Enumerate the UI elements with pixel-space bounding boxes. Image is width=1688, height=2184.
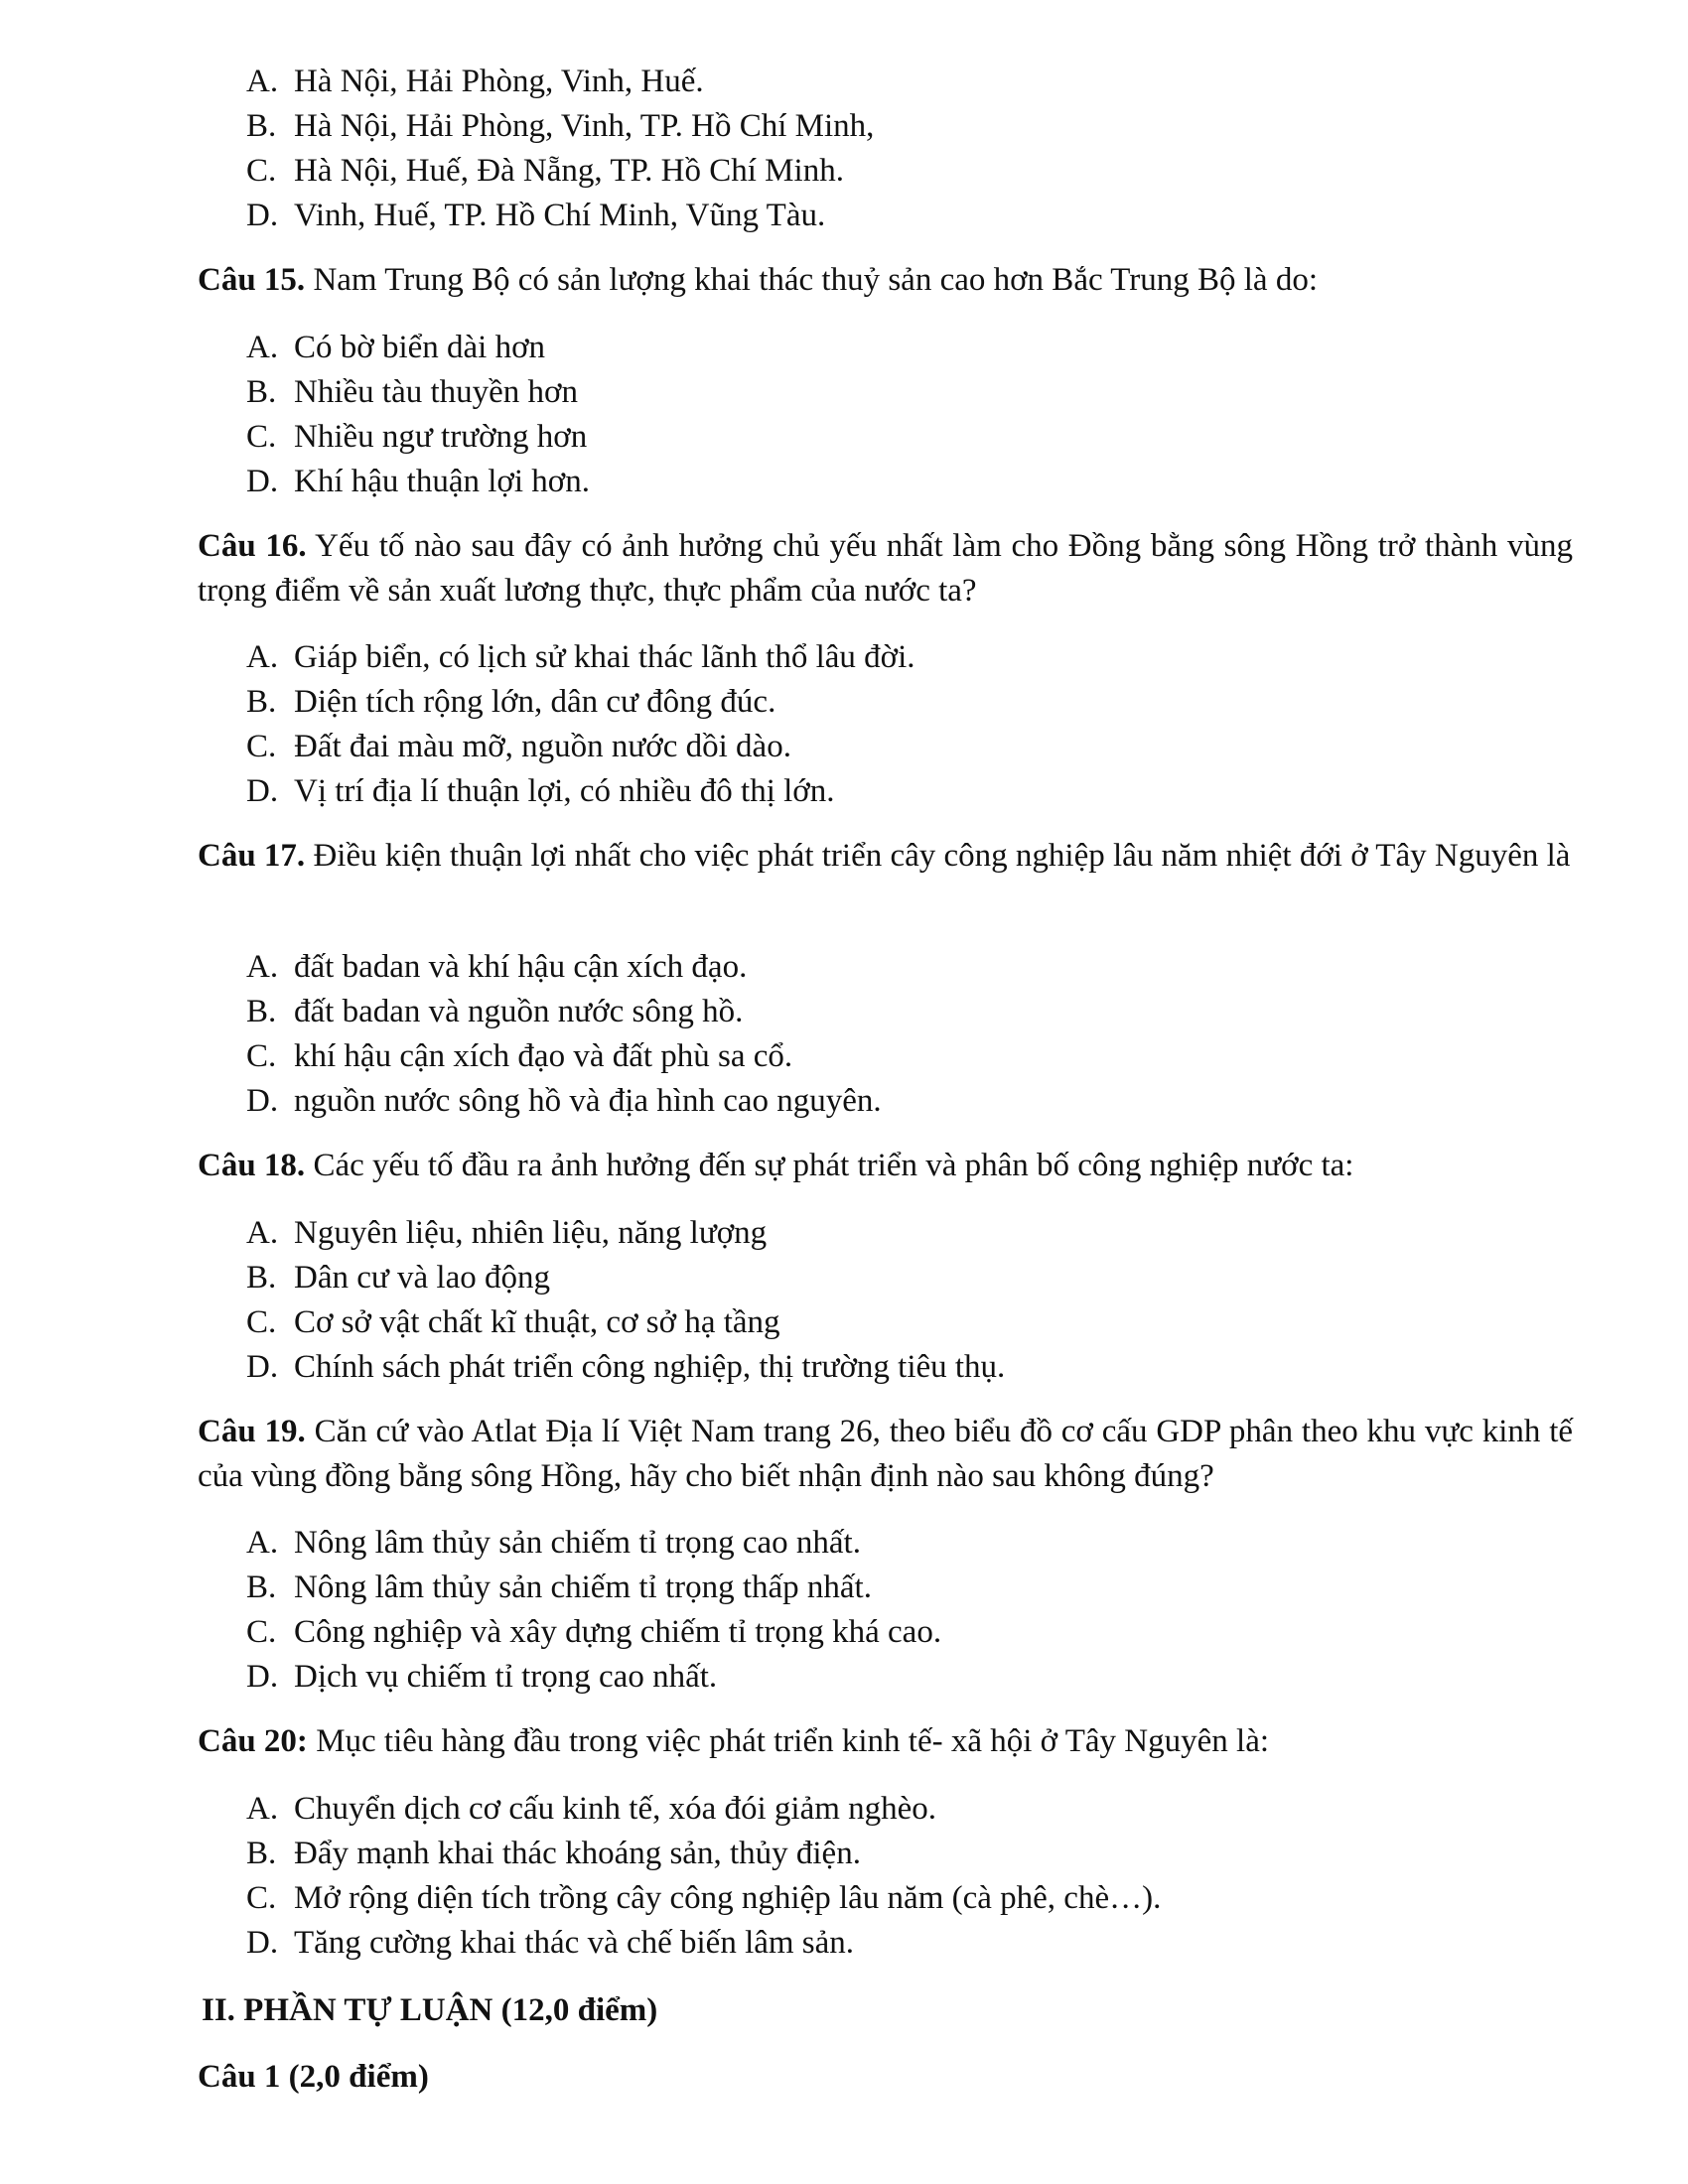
- q17-option-b: B. đất badan và nguồn nước sông hồ.: [246, 994, 744, 1029]
- question-number: Câu 20:: [198, 1723, 308, 1759]
- q15-option-a: A. Có bờ biển dài hơn: [246, 330, 546, 365]
- q15-option-c: C. Nhiều ngư trường hơn: [246, 419, 588, 455]
- q18-stem: Câu 18. Các yếu tố đầu ra ảnh hưởng đến sự phát triển và phân bố công nghiệp nước ta:: [198, 1148, 1354, 1183]
- question-number: Câu 15.: [198, 262, 306, 298]
- q20-stem: Câu 20: Mục tiêu hàng đầu trong việc phát triển kinh tế- xã hội ở Tây Nguyên là:: [198, 1723, 1270, 1759]
- q15-stem: Câu 15. Nam Trung Bộ có sản lượng khai thác thuỷ sản cao hơn Bắc Trung Bộ là do:: [198, 262, 1318, 298]
- q20-option-d: D. Tăng cường khai thác và chế biến lâm sản.: [246, 1925, 855, 1961]
- q18-option-b: B. Dân cư và lao động: [246, 1260, 550, 1296]
- q14-option-d: D. Vinh, Huế, TP. Hồ Chí Minh, Vũng Tàu.: [246, 198, 826, 233]
- q19-option-d: D. Dịch vụ chiếm tỉ trọng cao nhất.: [246, 1659, 718, 1695]
- q19-option-b: B. Nông lâm thủy sản chiếm tỉ trọng thấp nhất.: [246, 1570, 872, 1605]
- q16-option-c: C. Đất đai màu mỡ, nguồn nước dồi dào.: [246, 729, 791, 764]
- q17-stem: Câu 17. Điều kiện thuận lợi nhất cho việc phát triển cây công nghiệp lâu năm nhiệt đới ở Tây Nguyên là: [198, 838, 1571, 874]
- q16-option-d: D. Vị trí địa lí thuận lợi, có nhiều đô thị lớn.: [246, 773, 835, 809]
- question-number: Câu 16.: [198, 528, 307, 564]
- q18-option-d: D. Chính sách phát triển công nghiệp, thị trường tiêu thụ.: [246, 1349, 1006, 1385]
- q18-option-a: A. Nguyên liệu, nhiên liệu, năng lượng: [246, 1215, 768, 1251]
- q20-option-a: A. Chuyển dịch cơ cấu kinh tế, xóa đói giảm nghèo.: [246, 1791, 937, 1827]
- q15-option-b: B. Nhiều tàu thuyền hơn: [246, 374, 578, 410]
- q17-option-a: A. đất badan và khí hậu cận xích đạo.: [246, 949, 748, 985]
- q19-option-c: C. Công nghiệp và xây dựng chiếm tỉ trọng khá cao.: [246, 1614, 942, 1650]
- q16-stem: Câu 16. Yếu tố nào sau đây có ảnh hưởng chủ yếu nhất làm cho Đồng bằng sông Hồng trở thành vùng trọng điểm về sản xuất lương thực, thực phẩm của nước ta?: [198, 528, 1573, 609]
- q16-option-b: B. Diện tích rộng lớn, dân cư đông đúc.: [246, 684, 776, 720]
- q20-option-c: C. Mở rộng diện tích trồng cây công nghiệp lâu năm (cà phê, chè…).: [246, 1880, 1162, 1916]
- q14-option-c: C. Hà Nội, Huế, Đà Nẵng, TP. Hồ Chí Minh.: [246, 153, 844, 189]
- q14-option-b: B. Hà Nội, Hải Phòng, Vinh, TP. Hồ Chí Minh,: [246, 108, 875, 144]
- q19-option-a: A. Nông lâm thủy sản chiếm tỉ trọng cao nhất.: [246, 1525, 861, 1561]
- q16-option-a: A. Giáp biển, có lịch sử khai thác lãnh thổ lâu đời.: [246, 639, 915, 675]
- section-heading: II. PHẦN TỰ LUẬN (12,0 điểm): [202, 1992, 658, 2028]
- q19-stem: Câu 19. Căn cứ vào Atlat Địa lí Việt Nam trang 26, theo biểu đồ cơ cấu GDP phân theo khu vực kinh tế của vùng đồng bằng sông Hồng, hãy cho biết nhận định nào sau không đúng?: [198, 1414, 1574, 1494]
- q14-option-a: A. Hà Nội, Hải Phòng, Vinh, Huế.: [246, 64, 704, 99]
- q18-option-c: C. Cơ sở vật chất kĩ thuật, cơ sở hạ tầng: [246, 1304, 780, 1340]
- question-number: Câu 19.: [198, 1414, 306, 1449]
- q17-option-c: C. khí hậu cận xích đạo và đất phù sa cổ.: [246, 1038, 793, 1074]
- q20-option-b: B. Đẩy mạnh khai thác khoáng sản, thủy điện.: [246, 1836, 861, 1871]
- question-1-heading: Câu 1 (2,0 điểm): [198, 2059, 429, 2095]
- q15-option-d: D. Khí hậu thuận lợi hơn.: [246, 464, 590, 499]
- question-number: Câu 17.: [198, 838, 306, 874]
- question-number: Câu 18.: [198, 1148, 306, 1183]
- q17-option-d: D. nguồn nước sông hồ và địa hình cao nguyên.: [246, 1083, 882, 1119]
